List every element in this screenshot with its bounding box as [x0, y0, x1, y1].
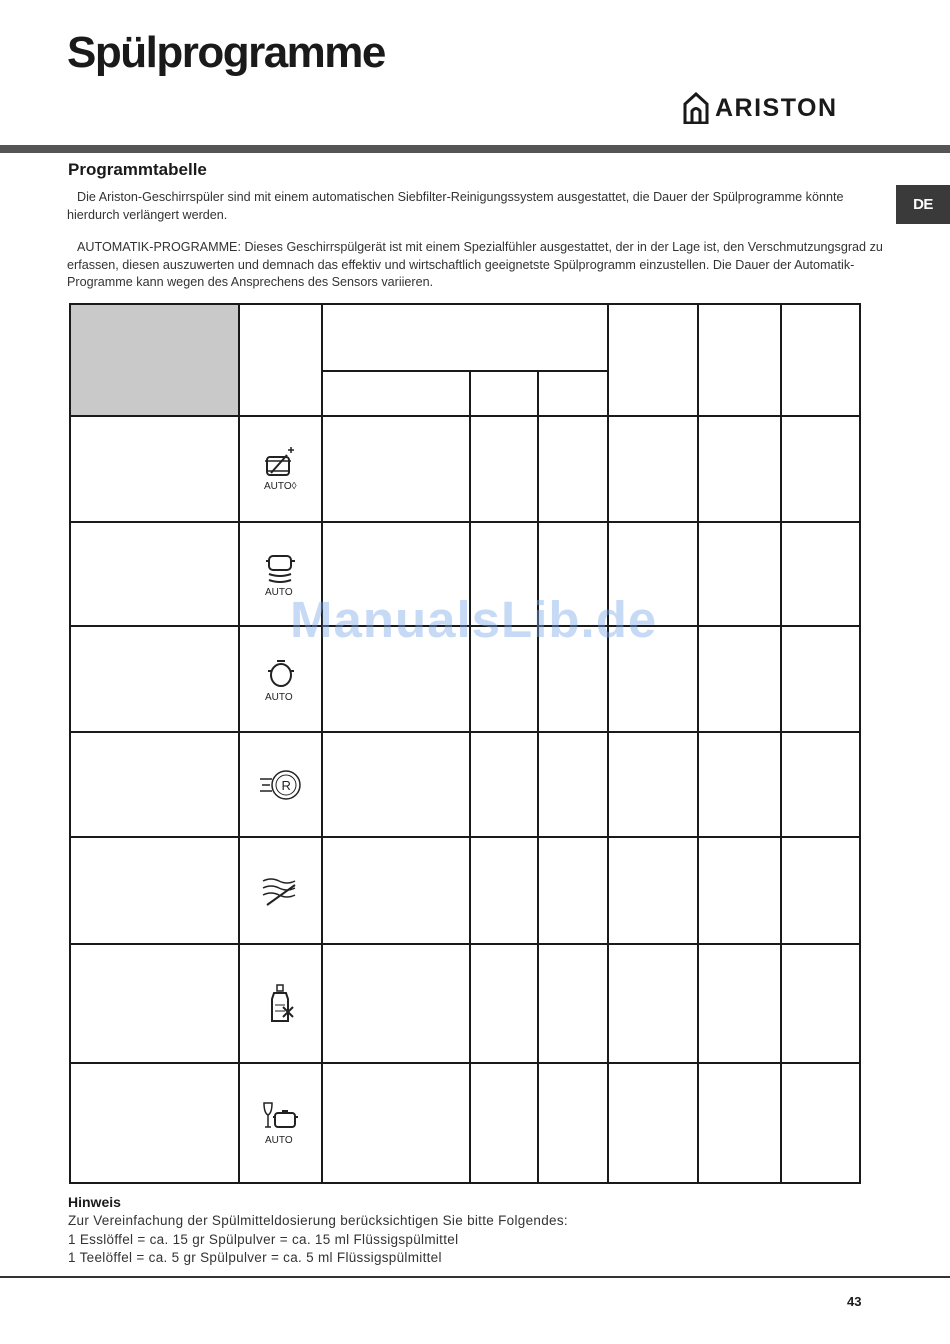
brand-logo [683, 92, 838, 124]
program-symbol-cell [239, 837, 322, 944]
program-name-cell [70, 522, 239, 626]
table-row [70, 732, 860, 837]
program-symbol-cell [239, 416, 322, 522]
subheader-cell-b [470, 371, 538, 416]
svg-text:AUTO: AUTO [264, 1135, 293, 1146]
section-title: Programmtabelle [68, 160, 207, 179]
program-name-cell [70, 416, 239, 522]
header-cell-col8 [781, 304, 860, 416]
header-cell-detergent [322, 304, 608, 371]
baby-bottle-icon [261, 981, 301, 1027]
header-rule [0, 145, 950, 153]
program-name-cell [70, 837, 239, 944]
automatic-paragraph: AUTOMATIK-PROGRAMME: Dieses Geschirrspülgerät ist mit einem Spezialfühler ausgestattet, der in der Lage ist, den Verschmutzungsgrad zu erfassen, diesen auszuwerten und demnach das effektiv und wirtschaftlich geeignetste Spülprogramm einzustellen. Die Dauer der Automatik-Programme kann wegen des Ansprechens des Sensors variieren. [67, 240, 883, 289]
soak-waves-icon [259, 871, 303, 911]
header-cell-symbol [239, 304, 322, 416]
program-symbol-cell [239, 944, 322, 1063]
program-table [69, 303, 861, 1184]
glass-pot-auto-icon [260, 1099, 302, 1147]
svg-text:AUTO◊: AUTO◊ [263, 481, 297, 492]
brand-name: ARISTON [715, 93, 838, 122]
note-title: Hinweis [68, 1194, 121, 1210]
svg-text:AUTO: AUTO [264, 692, 293, 703]
header-cell-col7 [698, 304, 781, 416]
table-row [70, 1063, 860, 1183]
watermark: ManualsLib.de [290, 591, 658, 648]
rapid-r-icon [258, 765, 304, 805]
note-line: Zur Vereinfachung der Spülmitteldosierung berücksichtigen Sie bitte Folgendes: [68, 1213, 568, 1228]
svg-text:R: R [281, 777, 291, 793]
svg-text:AUTO: AUTO [264, 587, 293, 598]
footer-rule [0, 1276, 950, 1278]
table-header-row [70, 304, 860, 371]
program-symbol-cell [239, 1063, 322, 1183]
header-cell-program [70, 304, 239, 416]
table-row [70, 944, 860, 1063]
program-name-cell [70, 944, 239, 1063]
language-tab: DE [896, 185, 950, 224]
program-symbol-cell [239, 732, 322, 837]
house-logo-icon [683, 92, 709, 124]
program-name-cell [70, 626, 239, 732]
page-number: 43 [847, 1294, 862, 1309]
intro-paragraph: Die Ariston-Geschirrspüler sind mit einem automatischen Siebfilter-Reinigungssystem ausgestattet, die Dauer der Spülprogramme könnte hierdurch verlängert werden. [67, 190, 844, 222]
page-title: Spülprogramme [67, 28, 385, 77]
table-row [70, 416, 860, 522]
program-name-cell [70, 1063, 239, 1183]
subheader-cell-c [538, 371, 608, 416]
header-cell-col6 [608, 304, 698, 416]
round-pot-auto-icon [261, 655, 301, 703]
note-line: 1 Teelöffel = ca. 5 gr Spülpulver = ca. 5 ml Flüssigspülmittel [68, 1250, 442, 1265]
program-name-cell [70, 732, 239, 837]
pot-sparkle-auto-icon [261, 443, 301, 495]
note-line: 1 Esslöffel = ca. 15 gr Spülpulver = ca. 15 ml Flüssigspülmittel [68, 1232, 459, 1247]
table-row [70, 837, 860, 944]
subheader-cell-a [322, 371, 470, 416]
